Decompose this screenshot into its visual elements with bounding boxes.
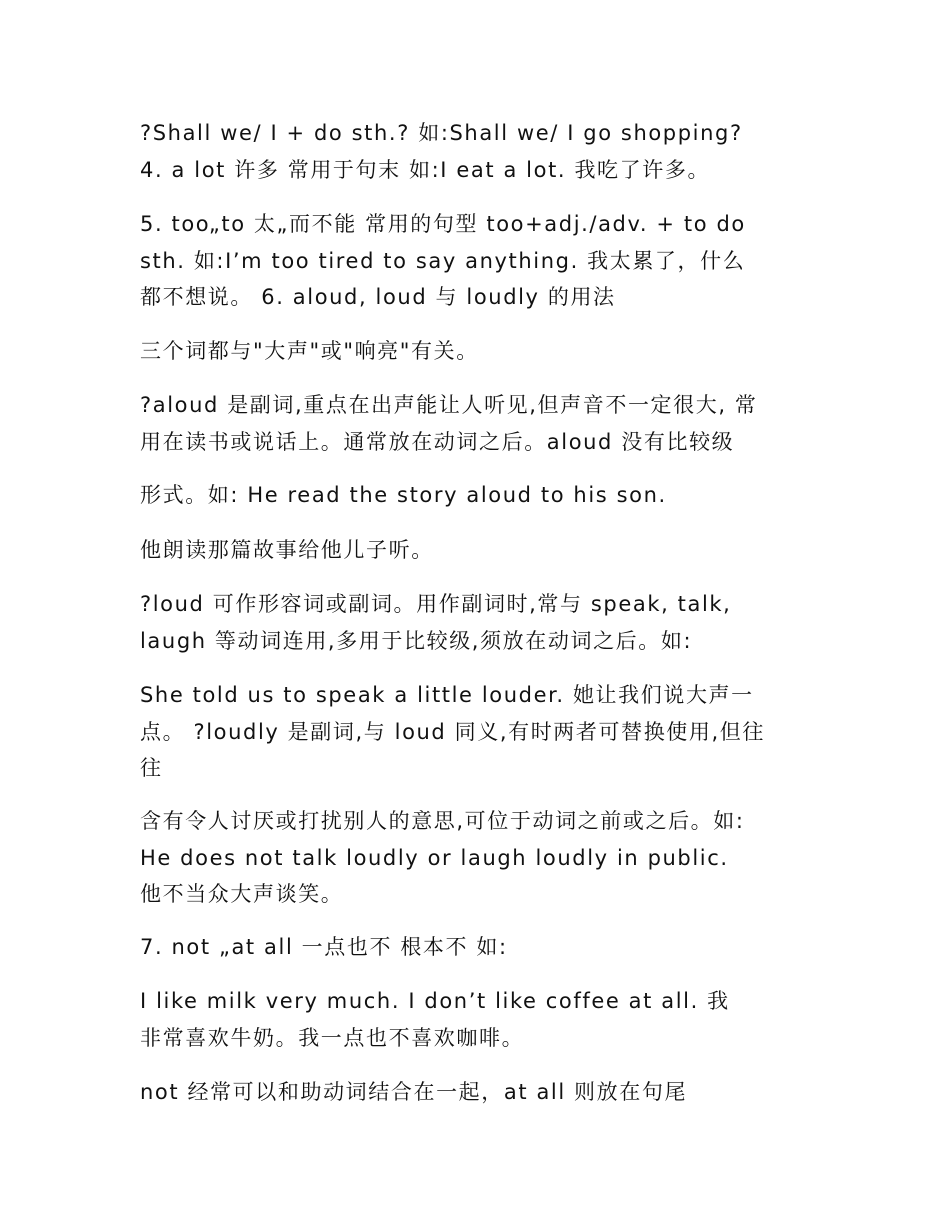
paragraph-not-auxiliary [140, 1074, 820, 1111]
text-line: She told us to speak a little louder. 她让我们说大声一 [140, 683, 754, 707]
text-line: sth. 如:I’m too tired to say anything. 我太累了，什么 [140, 248, 746, 273]
text-line: laugh 等动词连用,多用于比较级,须放在动词之后。如: [140, 628, 693, 653]
text-line: 用在读书或说话上。通常放在动词之后。aloud 没有比较级 [140, 429, 735, 454]
paragraph-aloud [140, 387, 820, 460]
paragraph-aloud-translation [140, 532, 820, 569]
paragraph-too-to [140, 206, 820, 316]
paragraph-loudly-meaning [140, 803, 820, 913]
text-line: ?aloud 是副词,重点在出声能让人听见,但声音不一定很大, 常 [140, 393, 758, 417]
text-line: 非常喜欢牛奶。我一点也不喜欢咖啡。 [140, 1025, 525, 1050]
text-line: 5. too„to 太„而不能 常用的句型 too+adj./adv. + to do [140, 212, 746, 236]
text-line: 7. not „at all 一点也不 根本不 如: [140, 935, 508, 959]
paragraph-not-at-all [140, 929, 820, 966]
text-line: not 经常可以和助动词结合在一起，at all 则放在句尾 [140, 1080, 688, 1104]
text-line: ?Shall we/ I + do sth.? 如:Shall we/ I go shopping? [140, 121, 743, 145]
text-line: ?loud 可作形容词或副词。用作副词时,常与 speak, talk, [140, 592, 732, 616]
text-line: 含有令人讨厌或打扰别人的意思,可位于动词之前或之后。如: [140, 809, 745, 833]
paragraph-three-words [140, 333, 820, 370]
text-line: 形式。如: He read the story aloud to his son. [140, 483, 667, 507]
text-line: He does not talk loudly or laugh loudly in public. [140, 845, 729, 870]
paragraph-aloud-example [140, 477, 820, 514]
text-line: I like milk very much. I don’t like coffee at all. 我 [140, 989, 730, 1013]
text-line: 他不当众大声谈笑。 [140, 882, 344, 906]
paragraph-shall-we-and-a-lot [140, 115, 820, 188]
text-line: 4. a lot 许多 常用于句末 如:I eat a lot. 我吃了许多。 [140, 157, 711, 182]
paragraph-not-at-all-example [140, 983, 820, 1056]
text-line: 他朗读那篇故事给他儿子听。 [140, 538, 434, 562]
text-line: 三个词都与"大声"或"响亮"有关。 [140, 339, 479, 363]
paragraph-loud [140, 586, 820, 659]
text-line: 往 [140, 756, 163, 780]
paragraph-loud-example-and-loudly [140, 677, 820, 787]
text-line: 都不想说。 6. aloud, loud 与 loudly 的用法 [140, 285, 616, 309]
text-line: 点。 ?loudly 是副词,与 loud 同义,有时两者可替换使用,但往 [140, 719, 765, 744]
